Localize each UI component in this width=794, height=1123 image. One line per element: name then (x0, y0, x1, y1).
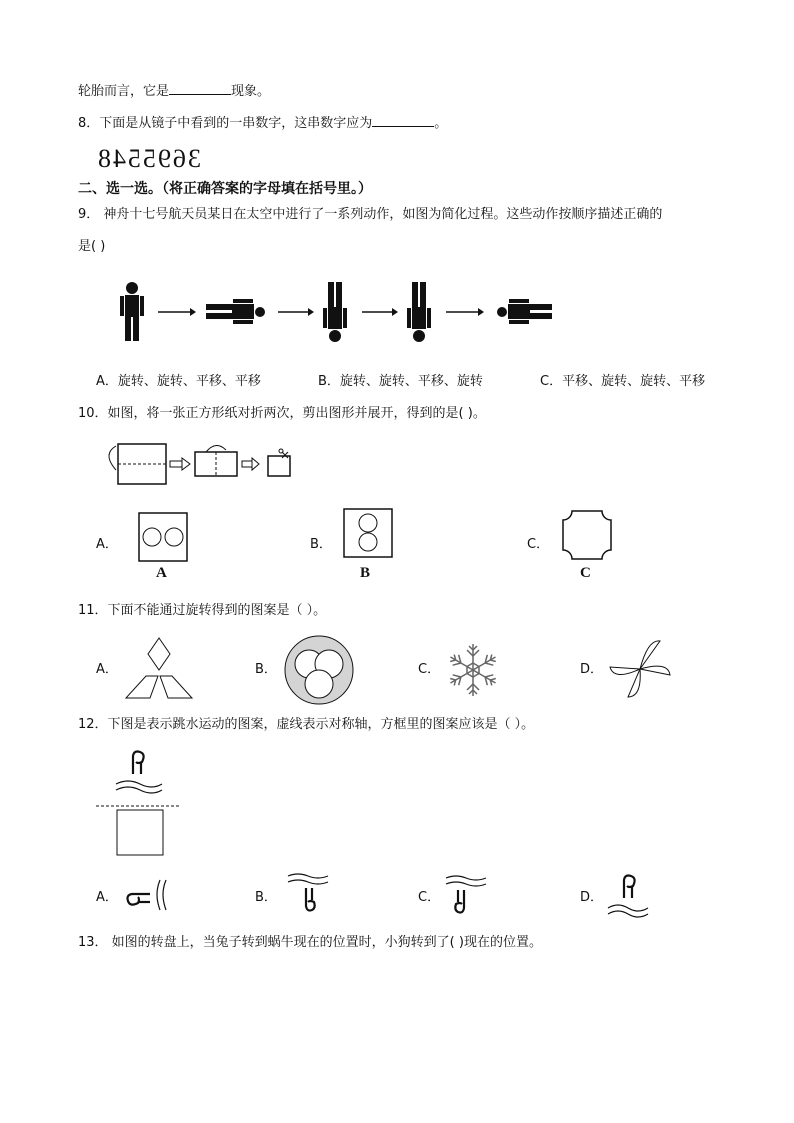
arrow-1-head (190, 308, 196, 316)
fold-arrow-2-icon (206, 445, 226, 452)
q12-option-c-figure[interactable] (444, 874, 488, 922)
q10-option-b-figure[interactable] (343, 508, 393, 558)
arrow-shape-1 (170, 461, 182, 467)
wave-icon (116, 781, 162, 787)
arrow-shape-2-head (252, 458, 259, 470)
line-continuation: 轮胎而言，它是 现象。 (78, 84, 271, 99)
astronaut-upright (120, 282, 144, 341)
arrow-4-head (478, 308, 484, 316)
quarter-folded-paper (268, 456, 290, 476)
q9-option-b[interactable]: B．旋转、旋转、平移、旋转 (318, 374, 483, 389)
q10-option-a-figure[interactable] (138, 512, 188, 562)
q12-option-c-label[interactable]: C． (418, 890, 441, 905)
q10-caption-a: A (156, 565, 167, 581)
q10-caption-b: B (360, 565, 371, 581)
answer-blank[interactable] (169, 82, 231, 95)
q11-option-b-label[interactable]: B． (255, 662, 277, 677)
q11-option-c-label[interactable]: C． (418, 662, 441, 677)
astronaut-inverted-2 (407, 282, 431, 342)
arrow-2-head (308, 308, 314, 316)
q12-option-b-label[interactable]: B． (255, 890, 277, 905)
q11-option-d-figure[interactable] (605, 634, 675, 704)
paper-folding-figure (98, 440, 298, 488)
q9-option-c[interactable]: C．平移、旋转、旋转、平移 (540, 374, 706, 389)
q11-option-d-label[interactable]: D． (580, 662, 604, 677)
q10-option-c-figure[interactable] (562, 510, 612, 560)
question-11: 11．下面不能通过旋转得到的图案是（ ）。 (78, 603, 327, 618)
q10-caption-c: C (580, 565, 591, 581)
q10-option-c-label[interactable]: C． (527, 537, 550, 552)
fold-arrow-icon (109, 446, 116, 470)
q9-option-a[interactable]: A．旋转、旋转、平移、平移 (96, 374, 261, 389)
question-9-line1: 9． 神舟十七号航天员某日在太空中进行了一系列动作，如图为简化过程。这些动作按顺序描述正确的 (78, 207, 663, 222)
astronaut-horizontal-2 (497, 299, 552, 324)
diving-figure (96, 748, 180, 858)
question-13: 13． 如图的转盘上，当兔子转到蜗牛现在的位置时，小狗转到了( )现在的位置。 (78, 935, 542, 950)
question-8: 8．下面是从镜子中看到的一串数字，这串数字应为 。 (78, 116, 448, 131)
diver-icon (133, 752, 144, 775)
question-9-line2: 是( ) (78, 239, 106, 254)
answer-box[interactable] (117, 810, 163, 855)
q11-option-a-label[interactable]: A． (96, 662, 118, 677)
q10-option-b-label[interactable]: B． (310, 537, 332, 552)
arrow-3-head (392, 308, 398, 316)
q12-option-a-label[interactable]: A． (96, 890, 118, 905)
q11-option-a-figure[interactable] (122, 636, 196, 700)
arrow-shape-2 (242, 461, 252, 467)
q11-option-c-figure[interactable] (445, 640, 501, 700)
scissors-icon (282, 452, 288, 458)
astronaut-inverted-1 (323, 282, 347, 342)
section-heading: 二、选一选。（将正确答案的字母填在括号里。） (78, 181, 372, 197)
q12-option-a-figure[interactable] (124, 876, 178, 916)
q12-option-b-figure[interactable] (286, 872, 330, 920)
astronaut-sequence-figure (110, 280, 560, 344)
q10-option-a-label[interactable]: A． (96, 537, 118, 552)
q12-option-d-figure[interactable] (606, 872, 650, 920)
q11-option-b-figure[interactable] (283, 634, 355, 706)
question-10: 10．如图，将一张正方形纸对折两次，剪出图形并展开，得到的是( )。 (78, 406, 486, 421)
arrow-shape-1-head (182, 458, 190, 470)
question-12: 12．下图是表示跳水运动的图案，虚线表示对称轴，方框里的图案应该是（ ）。 (78, 717, 535, 732)
astronaut-horizontal-1 (206, 299, 265, 324)
q12-option-d-label[interactable]: D． (580, 890, 604, 905)
mirrored-digits: 3695548 (96, 144, 201, 173)
answer-blank[interactable] (372, 114, 434, 127)
